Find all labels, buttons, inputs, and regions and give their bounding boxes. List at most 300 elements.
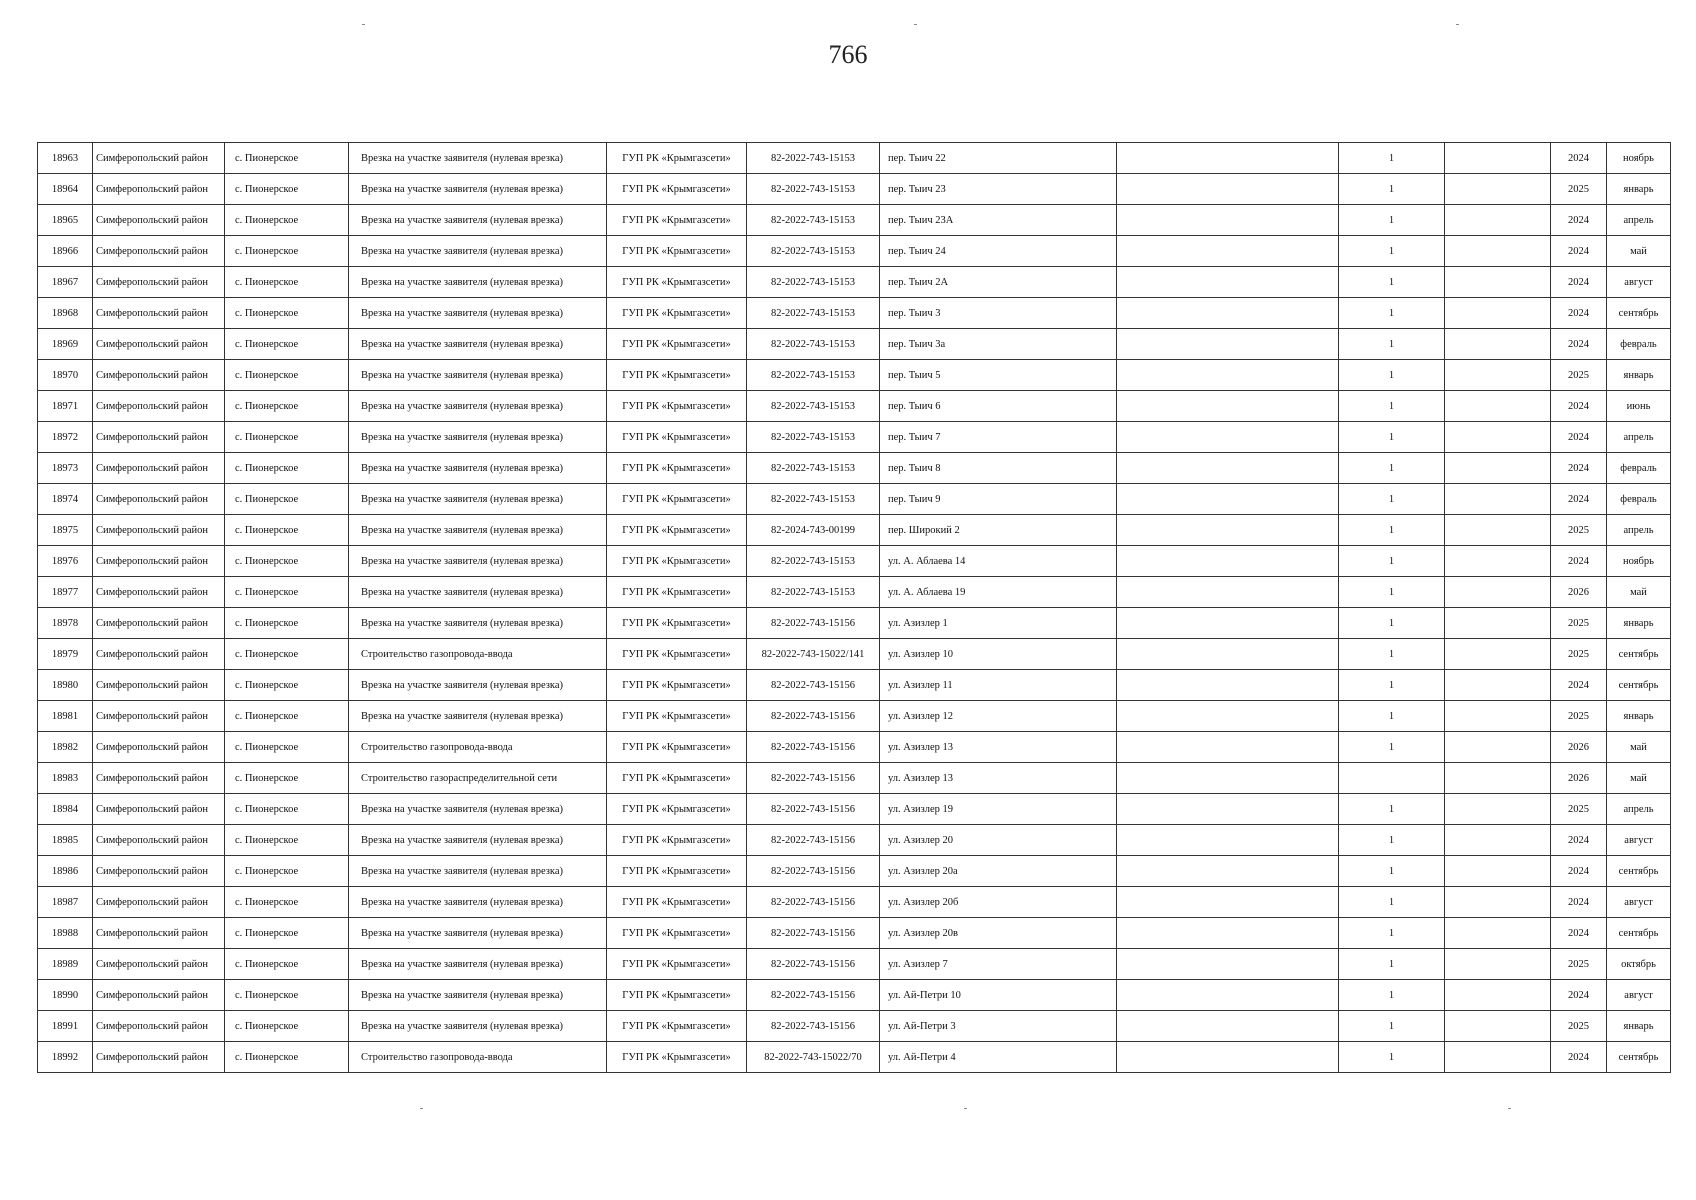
- empty-cell-cell: [1117, 484, 1339, 515]
- district-cell: Симферопольский район: [93, 856, 225, 887]
- contract-code-cell: 82-2022-743-15156: [747, 701, 880, 732]
- contract-code-cell: 82-2022-743-15153: [747, 391, 880, 422]
- row-number-cell: 18991: [38, 1011, 93, 1042]
- contract-code-cell: 82-2022-743-15153: [747, 484, 880, 515]
- empty-cell-cell: [1445, 701, 1551, 732]
- work-type-cell: Врезка на участке заявителя (нулевая врезка): [349, 329, 607, 360]
- empty-cell-cell: [1117, 143, 1339, 174]
- empty-cell-cell: [1445, 949, 1551, 980]
- quantity-cell: 1: [1339, 546, 1445, 577]
- district-cell: Симферопольский район: [93, 515, 225, 546]
- month-cell: апрель: [1607, 515, 1671, 546]
- settlement-cell: с. Пионерское: [225, 205, 349, 236]
- contract-code-cell: 82-2022-743-15153: [747, 422, 880, 453]
- empty-cell-cell: [1117, 639, 1339, 670]
- month-cell: февраль: [1607, 329, 1671, 360]
- row-number-cell: 18978: [38, 608, 93, 639]
- work-type-cell: Врезка на участке заявителя (нулевая врезка): [349, 794, 607, 825]
- row-number-cell: 18970: [38, 360, 93, 391]
- month-cell: апрель: [1607, 422, 1671, 453]
- row-number-cell: 18976: [38, 546, 93, 577]
- empty-cell-cell: [1117, 453, 1339, 484]
- empty-cell-cell: [1117, 391, 1339, 422]
- settlement-cell: с. Пионерское: [225, 949, 349, 980]
- address-cell: пер. Тыич 3: [880, 298, 1117, 329]
- organization-cell: ГУП РК «Крымгазсети»: [607, 236, 747, 267]
- year-cell: 2024: [1551, 1042, 1607, 1073]
- settlement-cell: с. Пионерское: [225, 1011, 349, 1042]
- address-cell: ул. А. Аблаева 14: [880, 546, 1117, 577]
- contract-code-cell: 82-2022-743-15156: [747, 980, 880, 1011]
- row-number-cell: 18967: [38, 267, 93, 298]
- year-cell: 2024: [1551, 329, 1607, 360]
- table-row: [38, 701, 1671, 732]
- year-cell: 2024: [1551, 267, 1607, 298]
- address-cell: пер. Тыич 9: [880, 484, 1117, 515]
- work-type-cell: Врезка на участке заявителя (нулевая врезка): [349, 174, 607, 205]
- year-cell: 2024: [1551, 205, 1607, 236]
- settlement-cell: с. Пионерское: [225, 701, 349, 732]
- work-type-cell: Врезка на участке заявителя (нулевая врезка): [349, 825, 607, 856]
- empty-cell-cell: [1445, 825, 1551, 856]
- year-cell: 2026: [1551, 732, 1607, 763]
- organization-cell: ГУП РК «Крымгазсети»: [607, 391, 747, 422]
- table-row: [38, 980, 1671, 1011]
- month-cell: январь: [1607, 608, 1671, 639]
- organization-cell: ГУП РК «Крымгазсети»: [607, 701, 747, 732]
- empty-cell-cell: [1117, 670, 1339, 701]
- contract-code-cell: 82-2022-743-15156: [747, 949, 880, 980]
- work-type-cell: Строительство газопровода-ввода: [349, 639, 607, 670]
- year-cell: 2024: [1551, 391, 1607, 422]
- quantity-cell: 1: [1339, 1011, 1445, 1042]
- work-type-cell: Врезка на участке заявителя (нулевая врезка): [349, 298, 607, 329]
- organization-cell: ГУП РК «Крымгазсети»: [607, 670, 747, 701]
- settlement-cell: с. Пионерское: [225, 639, 349, 670]
- address-cell: ул. Азизлер 20в: [880, 918, 1117, 949]
- table-row: [38, 763, 1671, 794]
- contract-code-cell: 82-2022-743-15156: [747, 887, 880, 918]
- quantity-cell: 1: [1339, 174, 1445, 205]
- row-number-cell: 18984: [38, 794, 93, 825]
- empty-cell-cell: [1445, 422, 1551, 453]
- year-cell: 2024: [1551, 670, 1607, 701]
- address-cell: ул. Азизлер 13: [880, 732, 1117, 763]
- table-row: [38, 298, 1671, 329]
- month-cell: май: [1607, 577, 1671, 608]
- contract-code-cell: 82-2022-743-15156: [747, 763, 880, 794]
- empty-cell-cell: [1117, 1042, 1339, 1073]
- contract-code-cell: 82-2022-743-15153: [747, 267, 880, 298]
- contract-code-cell: 82-2022-743-15156: [747, 732, 880, 763]
- table-row: [38, 143, 1671, 174]
- quantity-cell: 1: [1339, 1042, 1445, 1073]
- district-cell: Симферопольский район: [93, 949, 225, 980]
- contract-code-cell: 82-2022-743-15153: [747, 577, 880, 608]
- empty-cell-cell: [1445, 236, 1551, 267]
- quantity-cell: 1: [1339, 918, 1445, 949]
- page-number: 766: [828, 40, 868, 69]
- organization-cell: ГУП РК «Крымгазсети»: [607, 453, 747, 484]
- quantity-cell: [1339, 763, 1445, 794]
- empty-cell-cell: [1445, 174, 1551, 205]
- year-cell: 2024: [1551, 887, 1607, 918]
- year-cell: 2026: [1551, 577, 1607, 608]
- table-row: [38, 329, 1671, 360]
- empty-cell-cell: [1117, 174, 1339, 205]
- work-type-cell: Врезка на участке заявителя (нулевая врезка): [349, 887, 607, 918]
- contract-code-cell: 82-2022-743-15156: [747, 856, 880, 887]
- district-cell: Симферопольский район: [93, 236, 225, 267]
- month-cell: май: [1607, 732, 1671, 763]
- address-cell: ул. Азизлер 11: [880, 670, 1117, 701]
- settlement-cell: с. Пионерское: [225, 763, 349, 794]
- organization-cell: ГУП РК «Крымгазсети»: [607, 515, 747, 546]
- empty-cell-cell: [1445, 143, 1551, 174]
- address-cell: пер. Тыич 24: [880, 236, 1117, 267]
- empty-cell-cell: [1117, 360, 1339, 391]
- contract-code-cell: 82-2022-743-15153: [747, 453, 880, 484]
- organization-cell: ГУП РК «Крымгазсети»: [607, 1042, 747, 1073]
- organization-cell: ГУП РК «Крымгазсети»: [607, 980, 747, 1011]
- organization-cell: ГУП РК «Крымгазсети»: [607, 329, 747, 360]
- organization-cell: ГУП РК «Крымгазсети»: [607, 763, 747, 794]
- quantity-cell: 1: [1339, 980, 1445, 1011]
- empty-cell-cell: [1445, 856, 1551, 887]
- settlement-cell: с. Пионерское: [225, 236, 349, 267]
- contract-code-cell: 82-2022-743-15153: [747, 360, 880, 391]
- settlement-cell: с. Пионерское: [225, 670, 349, 701]
- address-cell: пер. Широкий 2: [880, 515, 1117, 546]
- address-cell: ул. Азизлер 10: [880, 639, 1117, 670]
- district-cell: Симферопольский район: [93, 143, 225, 174]
- table-row: [38, 887, 1671, 918]
- table-row: [38, 856, 1671, 887]
- row-number-cell: 18988: [38, 918, 93, 949]
- organization-cell: ГУП РК «Крымгазсети»: [607, 298, 747, 329]
- quantity-cell: 1: [1339, 577, 1445, 608]
- quantity-cell: 1: [1339, 453, 1445, 484]
- settlement-cell: с. Пионерское: [225, 453, 349, 484]
- month-cell: ноябрь: [1607, 546, 1671, 577]
- table-row: [38, 391, 1671, 422]
- quantity-cell: 1: [1339, 422, 1445, 453]
- district-cell: Симферопольский район: [93, 1042, 225, 1073]
- contract-code-cell: 82-2022-743-15156: [747, 794, 880, 825]
- contract-code-cell: 82-2022-743-15156: [747, 1011, 880, 1042]
- quantity-cell: 1: [1339, 825, 1445, 856]
- contract-code-cell: 82-2022-743-15022/70: [747, 1042, 880, 1073]
- row-number-cell: 18977: [38, 577, 93, 608]
- organization-cell: ГУП РК «Крымгазсети»: [607, 422, 747, 453]
- month-cell: май: [1607, 763, 1671, 794]
- month-cell: сентябрь: [1607, 856, 1671, 887]
- quantity-cell: 1: [1339, 267, 1445, 298]
- address-cell: пер. Тыич 5: [880, 360, 1117, 391]
- address-cell: ул. Азизлер 13: [880, 763, 1117, 794]
- table-row: [38, 236, 1671, 267]
- work-type-cell: Врезка на участке заявителя (нулевая врезка): [349, 267, 607, 298]
- row-number-cell: 18973: [38, 453, 93, 484]
- empty-cell-cell: [1117, 949, 1339, 980]
- month-cell: январь: [1607, 701, 1671, 732]
- organization-cell: ГУП РК «Крымгазсети»: [607, 639, 747, 670]
- row-number-cell: 18974: [38, 484, 93, 515]
- work-type-cell: Строительство газораспределительной сети: [349, 763, 607, 794]
- empty-cell-cell: [1445, 887, 1551, 918]
- quantity-cell: 1: [1339, 670, 1445, 701]
- settlement-cell: с. Пионерское: [225, 298, 349, 329]
- table-row: [38, 422, 1671, 453]
- district-cell: Симферопольский район: [93, 329, 225, 360]
- work-type-cell: Врезка на участке заявителя (нулевая врезка): [349, 608, 607, 639]
- quantity-cell: 1: [1339, 143, 1445, 174]
- table-row: [38, 639, 1671, 670]
- district-cell: Симферопольский район: [93, 205, 225, 236]
- empty-cell-cell: [1445, 794, 1551, 825]
- work-type-cell: Врезка на участке заявителя (нулевая врезка): [349, 391, 607, 422]
- quantity-cell: 1: [1339, 484, 1445, 515]
- organization-cell: ГУП РК «Крымгазсети»: [607, 794, 747, 825]
- empty-cell-cell: [1117, 856, 1339, 887]
- district-cell: Симферопольский район: [93, 1011, 225, 1042]
- district-cell: Симферопольский район: [93, 918, 225, 949]
- work-type-cell: Врезка на участке заявителя (нулевая врезка): [349, 546, 607, 577]
- empty-cell-cell: [1117, 608, 1339, 639]
- table-row: [38, 484, 1671, 515]
- work-type-cell: Врезка на участке заявителя (нулевая врезка): [349, 453, 607, 484]
- year-cell: 2024: [1551, 453, 1607, 484]
- table-row: [38, 174, 1671, 205]
- contract-code-cell: 82-2022-743-15153: [747, 329, 880, 360]
- month-cell: январь: [1607, 1011, 1671, 1042]
- month-cell: май: [1607, 236, 1671, 267]
- district-cell: Симферопольский район: [93, 298, 225, 329]
- table-row: [38, 360, 1671, 391]
- empty-cell-cell: [1445, 608, 1551, 639]
- district-cell: Симферопольский район: [93, 608, 225, 639]
- month-cell: сентябрь: [1607, 918, 1671, 949]
- work-type-cell: Врезка на участке заявителя (нулевая врезка): [349, 236, 607, 267]
- register-table: [37, 142, 1671, 1073]
- row-number-cell: 18968: [38, 298, 93, 329]
- organization-cell: ГУП РК «Крымгазсети»: [607, 949, 747, 980]
- month-cell: апрель: [1607, 794, 1671, 825]
- district-cell: Симферопольский район: [93, 174, 225, 205]
- register-table-body: [38, 143, 1671, 1073]
- row-number-cell: 18969: [38, 329, 93, 360]
- organization-cell: ГУП РК «Крымгазсети»: [607, 546, 747, 577]
- district-cell: Симферопольский район: [93, 577, 225, 608]
- address-cell: ул. Ай-Петри 3: [880, 1011, 1117, 1042]
- work-type-cell: Врезка на участке заявителя (нулевая врезка): [349, 577, 607, 608]
- organization-cell: ГУП РК «Крымгазсети»: [607, 360, 747, 391]
- table-row: [38, 608, 1671, 639]
- month-cell: сентябрь: [1607, 298, 1671, 329]
- settlement-cell: с. Пионерское: [225, 577, 349, 608]
- month-cell: апрель: [1607, 205, 1671, 236]
- empty-cell-cell: [1117, 918, 1339, 949]
- organization-cell: ГУП РК «Крымгазсети»: [607, 732, 747, 763]
- empty-cell-cell: [1445, 453, 1551, 484]
- table-row: [38, 453, 1671, 484]
- organization-cell: ГУП РК «Крымгазсети»: [607, 608, 747, 639]
- year-cell: 2025: [1551, 174, 1607, 205]
- empty-cell-cell: [1445, 484, 1551, 515]
- month-cell: август: [1607, 267, 1671, 298]
- row-number-cell: 18965: [38, 205, 93, 236]
- row-number-cell: 18985: [38, 825, 93, 856]
- work-type-cell: Врезка на участке заявителя (нулевая врезка): [349, 949, 607, 980]
- district-cell: Симферопольский район: [93, 639, 225, 670]
- table-row: [38, 1042, 1671, 1073]
- quantity-cell: 1: [1339, 236, 1445, 267]
- address-cell: пер. Тыич 6: [880, 391, 1117, 422]
- settlement-cell: с. Пионерское: [225, 608, 349, 639]
- empty-cell-cell: [1445, 918, 1551, 949]
- organization-cell: ГУП РК «Крымгазсети»: [607, 143, 747, 174]
- year-cell: 2025: [1551, 701, 1607, 732]
- contract-code-cell: 82-2024-743-00199: [747, 515, 880, 546]
- address-cell: ул. Азизлер 7: [880, 949, 1117, 980]
- work-type-cell: Врезка на участке заявителя (нулевая врезка): [349, 143, 607, 174]
- address-cell: пер. Тыич 23: [880, 174, 1117, 205]
- district-cell: Симферопольский район: [93, 546, 225, 577]
- district-cell: Симферопольский район: [93, 794, 225, 825]
- table-row: [38, 732, 1671, 763]
- empty-cell-cell: [1445, 329, 1551, 360]
- work-type-cell: Врезка на участке заявителя (нулевая врезка): [349, 515, 607, 546]
- table-row: [38, 825, 1671, 856]
- address-cell: пер. Тыич 23А: [880, 205, 1117, 236]
- row-number-cell: 18972: [38, 422, 93, 453]
- district-cell: Симферопольский район: [93, 732, 225, 763]
- contract-code-cell: 82-2022-743-15153: [747, 236, 880, 267]
- work-type-cell: Врезка на участке заявителя (нулевая врезка): [349, 205, 607, 236]
- month-cell: октябрь: [1607, 949, 1671, 980]
- district-cell: Симферопольский район: [93, 887, 225, 918]
- quantity-cell: 1: [1339, 856, 1445, 887]
- empty-cell-cell: [1117, 298, 1339, 329]
- address-cell: ул. Азизлер 20а: [880, 856, 1117, 887]
- empty-cell-cell: [1117, 515, 1339, 546]
- table-row: [38, 949, 1671, 980]
- address-cell: пер. Тыич 2А: [880, 267, 1117, 298]
- year-cell: 2025: [1551, 1011, 1607, 1042]
- empty-cell-cell: [1445, 546, 1551, 577]
- settlement-cell: с. Пионерское: [225, 1042, 349, 1073]
- year-cell: 2025: [1551, 608, 1607, 639]
- year-cell: 2026: [1551, 763, 1607, 794]
- address-cell: ул. Азизлер 20б: [880, 887, 1117, 918]
- settlement-cell: с. Пионерское: [225, 825, 349, 856]
- empty-cell-cell: [1117, 980, 1339, 1011]
- quantity-cell: 1: [1339, 205, 1445, 236]
- work-type-cell: Врезка на участке заявителя (нулевая врезка): [349, 1011, 607, 1042]
- table-row: [38, 577, 1671, 608]
- empty-cell-cell: [1117, 763, 1339, 794]
- address-cell: ул. Азизлер 12: [880, 701, 1117, 732]
- table-row: [38, 267, 1671, 298]
- district-cell: Симферопольский район: [93, 391, 225, 422]
- organization-cell: ГУП РК «Крымгазсети»: [607, 205, 747, 236]
- organization-cell: ГУП РК «Крымгазсети»: [607, 484, 747, 515]
- row-number-cell: 18990: [38, 980, 93, 1011]
- month-cell: февраль: [1607, 484, 1671, 515]
- contract-code-cell: 82-2022-743-15156: [747, 825, 880, 856]
- settlement-cell: с. Пионерское: [225, 918, 349, 949]
- row-number-cell: 18981: [38, 701, 93, 732]
- quantity-cell: 1: [1339, 794, 1445, 825]
- settlement-cell: с. Пионерское: [225, 887, 349, 918]
- organization-cell: ГУП РК «Крымгазсети»: [607, 825, 747, 856]
- month-cell: сентябрь: [1607, 1042, 1671, 1073]
- empty-cell-cell: [1445, 980, 1551, 1011]
- contract-code-cell: 82-2022-743-15156: [747, 608, 880, 639]
- work-type-cell: Врезка на участке заявителя (нулевая врезка): [349, 670, 607, 701]
- quantity-cell: 1: [1339, 639, 1445, 670]
- empty-cell-cell: [1117, 577, 1339, 608]
- empty-cell-cell: [1445, 391, 1551, 422]
- month-cell: январь: [1607, 174, 1671, 205]
- row-number-cell: 18986: [38, 856, 93, 887]
- district-cell: Симферопольский район: [93, 422, 225, 453]
- district-cell: Симферопольский район: [93, 267, 225, 298]
- organization-cell: ГУП РК «Крымгазсети»: [607, 577, 747, 608]
- quantity-cell: 1: [1339, 701, 1445, 732]
- settlement-cell: с. Пионерское: [225, 794, 349, 825]
- table-row: [38, 918, 1671, 949]
- empty-cell-cell: [1117, 732, 1339, 763]
- row-number-cell: 18987: [38, 887, 93, 918]
- organization-cell: ГУП РК «Крымгазсети»: [607, 1011, 747, 1042]
- address-cell: пер. Тыич 3а: [880, 329, 1117, 360]
- empty-cell-cell: [1117, 825, 1339, 856]
- quantity-cell: 1: [1339, 391, 1445, 422]
- empty-cell-cell: [1117, 546, 1339, 577]
- settlement-cell: с. Пионерское: [225, 732, 349, 763]
- contract-code-cell: 82-2022-743-15153: [747, 174, 880, 205]
- row-number-cell: 18982: [38, 732, 93, 763]
- month-cell: февраль: [1607, 453, 1671, 484]
- empty-cell-cell: [1117, 267, 1339, 298]
- quantity-cell: 1: [1339, 298, 1445, 329]
- table-row: [38, 546, 1671, 577]
- district-cell: Симферопольский район: [93, 763, 225, 794]
- quantity-cell: 1: [1339, 949, 1445, 980]
- address-cell: ул. Азизлер 20: [880, 825, 1117, 856]
- district-cell: Симферопольский район: [93, 670, 225, 701]
- empty-cell-cell: [1117, 422, 1339, 453]
- empty-cell-cell: [1445, 298, 1551, 329]
- address-cell: пер. Тыич 8: [880, 453, 1117, 484]
- row-number-cell: 18983: [38, 763, 93, 794]
- settlement-cell: с. Пионерское: [225, 546, 349, 577]
- contract-code-cell: 82-2022-743-15153: [747, 205, 880, 236]
- quantity-cell: 1: [1339, 515, 1445, 546]
- empty-cell-cell: [1117, 701, 1339, 732]
- month-cell: август: [1607, 887, 1671, 918]
- month-cell: август: [1607, 980, 1671, 1011]
- empty-cell-cell: [1445, 732, 1551, 763]
- settlement-cell: с. Пионерское: [225, 980, 349, 1011]
- address-cell: ул. Ай-Петри 10: [880, 980, 1117, 1011]
- row-number-cell: 18963: [38, 143, 93, 174]
- work-type-cell: Врезка на участке заявителя (нулевая врезка): [349, 980, 607, 1011]
- row-number-cell: 18975: [38, 515, 93, 546]
- settlement-cell: с. Пионерское: [225, 267, 349, 298]
- year-cell: 2025: [1551, 949, 1607, 980]
